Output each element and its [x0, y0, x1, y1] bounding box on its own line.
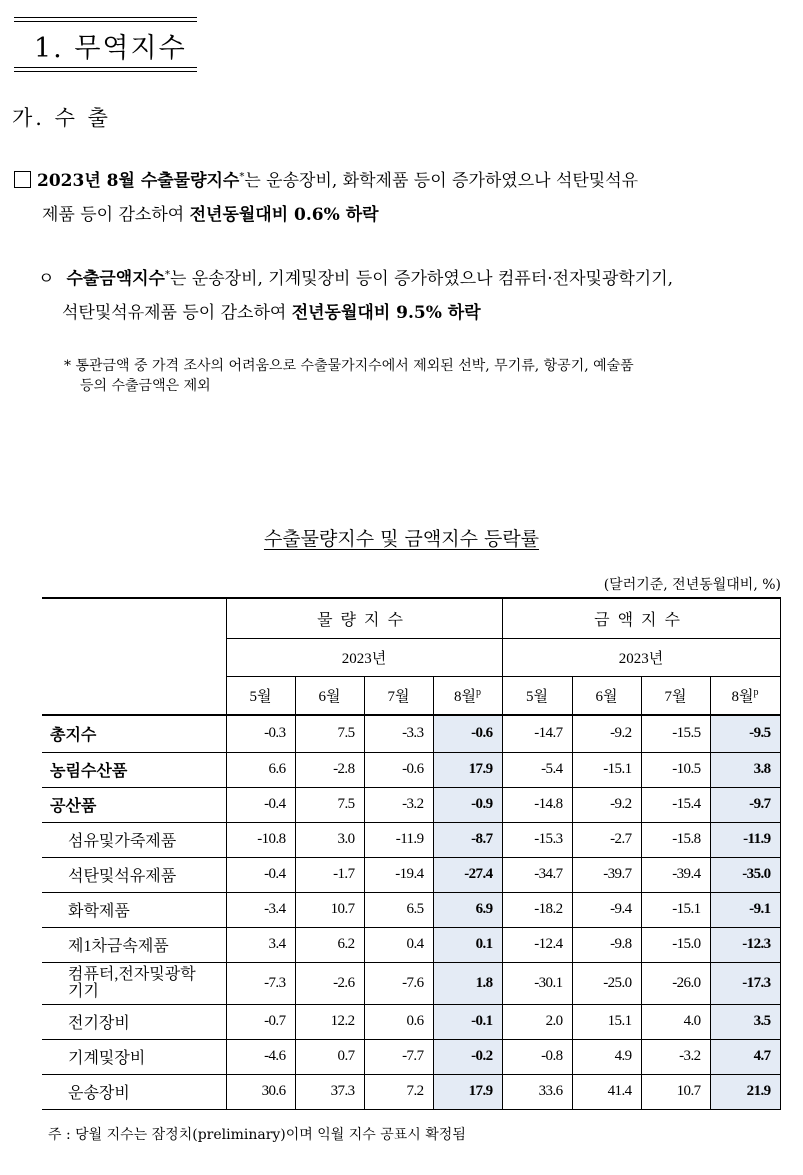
volume-cell: -2.8 — [295, 752, 364, 787]
table-row — [42, 752, 780, 787]
volume-cell: -19.4 — [364, 857, 433, 892]
volume-cell: -0.2 — [433, 1039, 502, 1074]
table-title: 수출물량지수 및 금액지수 등락률 — [263, 528, 540, 550]
note-line-1: * 통관금액 중 가격 조사의 어려움으로 수출물가지수에서 제외된 선박, 무기류, 항공기, 예술품 — [64, 358, 634, 374]
p1-sup: * — [239, 171, 245, 183]
section-title: 1. 무역지수 — [34, 33, 187, 64]
table-row — [42, 857, 780, 892]
bullet-icon: ㅇ — [38, 269, 55, 289]
header-month: 5월 — [226, 676, 295, 715]
p2-text-1: 는 운송장비, 기계및장비 등이 증가하였으나 컴퓨터·전자및광학기기, — [169, 269, 674, 289]
row-label: 기계및장비 — [42, 1039, 226, 1074]
paragraph-2-line-2 — [62, 296, 481, 330]
value-cell: -9.2 — [572, 715, 641, 752]
section-rule-top-2 — [14, 21, 197, 22]
value-cell: -9.1 — [710, 892, 780, 927]
value-cell: -9.2 — [572, 787, 641, 822]
p2-sup: * — [164, 269, 170, 281]
header-category-cell — [42, 598, 226, 715]
value-cell: -25.0 — [572, 962, 641, 1004]
row-label: 운송장비 — [42, 1074, 226, 1109]
volume-cell: 10.7 — [295, 892, 364, 927]
table-row — [42, 822, 780, 857]
paragraph-1-line-1 — [14, 164, 638, 198]
value-cell: -15.8 — [641, 822, 710, 857]
table-row — [42, 715, 780, 752]
volume-cell: -0.9 — [433, 787, 502, 822]
header-volume: 물량지수 — [226, 598, 502, 638]
volume-cell: -0.7 — [226, 1004, 295, 1039]
paragraph-1-line-2 — [42, 198, 379, 232]
volume-cell: -27.4 — [433, 857, 502, 892]
volume-cell: -8.7 — [433, 822, 502, 857]
volume-cell: -4.6 — [226, 1039, 295, 1074]
header-month: 8월$^p$ — [433, 676, 502, 715]
subsection-title: 가. 수 출 — [12, 106, 111, 130]
value-cell: -39.4 — [641, 857, 710, 892]
value-cell: -30.1 — [502, 962, 572, 1004]
value-cell: 10.7 — [641, 1074, 710, 1109]
row-label: 총지수 — [42, 715, 226, 752]
header-value: 금액지수 — [502, 598, 780, 638]
value-cell: 3.8 — [710, 752, 780, 787]
value-cell: -12.3 — [710, 927, 780, 962]
p1-text-1: 는 운송장비, 화학제품 등이 증가하였으나 석탄및석유 — [244, 171, 639, 191]
p1-bold-tail: 전년동월대비 0.6% 하락 — [189, 205, 379, 225]
checkbox-icon — [14, 171, 31, 188]
p2-bold-lead: 수출금액지수 — [66, 269, 165, 289]
volume-cell: 3.0 — [295, 822, 364, 857]
header-year-volume: 2023년 — [226, 638, 502, 676]
volume-cell: 0.4 — [364, 927, 433, 962]
volume-cell: 6.6 — [226, 752, 295, 787]
volume-cell: 30.6 — [226, 1074, 295, 1109]
volume-cell: -10.8 — [226, 822, 295, 857]
table-row — [42, 1074, 780, 1109]
row-label: 전기장비 — [42, 1004, 226, 1039]
value-cell: -3.2 — [641, 1039, 710, 1074]
value-cell: -15.1 — [641, 892, 710, 927]
section-rule-bottom — [14, 67, 197, 68]
volume-cell: 0.1 — [433, 927, 502, 962]
value-cell: -17.3 — [710, 962, 780, 1004]
row-label: 화학제품 — [42, 892, 226, 927]
volume-cell: 17.9 — [433, 1074, 502, 1109]
value-cell: -26.0 — [641, 962, 710, 1004]
p1-text-2: 제품 등이 감소하여 — [42, 205, 190, 225]
value-cell: -18.2 — [502, 892, 572, 927]
volume-cell: 6.5 — [364, 892, 433, 927]
row-label: 컴퓨터,전자및광학 기기 — [42, 962, 226, 1004]
value-cell: -2.7 — [572, 822, 641, 857]
value-cell: 21.9 — [710, 1074, 780, 1109]
header-month: 7월 — [364, 676, 433, 715]
data-table — [42, 597, 781, 1110]
value-cell: 33.6 — [502, 1074, 572, 1109]
value-cell: 4.7 — [710, 1039, 780, 1074]
volume-cell: 6.2 — [295, 927, 364, 962]
value-cell: -9.7 — [710, 787, 780, 822]
value-cell: -39.7 — [572, 857, 641, 892]
table-row — [42, 927, 780, 962]
volume-cell: -7.7 — [364, 1039, 433, 1074]
value-cell: 2.0 — [502, 1004, 572, 1039]
volume-cell: -0.3 — [226, 715, 295, 752]
p2-text-2: 석탄및석유제품 등이 감소하여 — [62, 303, 292, 323]
value-cell: -15.1 — [572, 752, 641, 787]
table-unit: (달러기준, 전년동월대비, %) — [603, 577, 781, 593]
value-cell: -12.4 — [502, 927, 572, 962]
value-cell: 4.0 — [641, 1004, 710, 1039]
value-cell: -34.7 — [502, 857, 572, 892]
value-cell: -15.3 — [502, 822, 572, 857]
value-cell: 15.1 — [572, 1004, 641, 1039]
value-cell: -15.0 — [641, 927, 710, 962]
value-cell: -0.8 — [502, 1039, 572, 1074]
volume-cell: -1.7 — [295, 857, 364, 892]
table-footnote: 주 : 당월 지수는 잠정치(preliminary)이며 익월 지수 공표시 확정됨 — [48, 1127, 466, 1143]
volume-cell: -11.9 — [364, 822, 433, 857]
volume-cell: -0.4 — [226, 857, 295, 892]
value-cell: -15.5 — [641, 715, 710, 752]
value-cell: 3.5 — [710, 1004, 780, 1039]
volume-cell: -3.4 — [226, 892, 295, 927]
volume-cell: -0.4 — [226, 787, 295, 822]
volume-cell: -2.6 — [295, 962, 364, 1004]
row-label: 석탄및석유제품 — [42, 857, 226, 892]
p2-bold-tail: 전년동월대비 9.5% 하락 — [291, 303, 481, 323]
volume-cell: 7.2 — [364, 1074, 433, 1109]
value-cell: -9.4 — [572, 892, 641, 927]
volume-cell: 0.6 — [364, 1004, 433, 1039]
value-cell: -14.7 — [502, 715, 572, 752]
table-row — [42, 892, 780, 927]
value-cell: -15.4 — [641, 787, 710, 822]
value-cell: -5.4 — [502, 752, 572, 787]
volume-cell: 37.3 — [295, 1074, 364, 1109]
table-row — [42, 1039, 780, 1074]
volume-cell: -0.6 — [433, 715, 502, 752]
value-cell: -35.0 — [710, 857, 780, 892]
value-cell: -9.5 — [710, 715, 780, 752]
row-label: 농림수산품 — [42, 752, 226, 787]
volume-cell: -3.2 — [364, 787, 433, 822]
section-rule-top — [14, 17, 197, 18]
volume-cell: 6.9 — [433, 892, 502, 927]
value-cell: -11.9 — [710, 822, 780, 857]
volume-cell: 3.4 — [226, 927, 295, 962]
volume-cell: -0.6 — [364, 752, 433, 787]
row-label: 공산품 — [42, 787, 226, 822]
volume-cell: 0.7 — [295, 1039, 364, 1074]
value-cell: 4.9 — [572, 1039, 641, 1074]
row-label: 섬유및가죽제품 — [42, 822, 226, 857]
table-row — [42, 787, 780, 822]
volume-cell: 7.5 — [295, 715, 364, 752]
header-month: 7월 — [641, 676, 710, 715]
volume-cell: 7.5 — [295, 787, 364, 822]
table-row — [42, 962, 780, 1004]
volume-cell: 1.8 — [433, 962, 502, 1004]
value-cell: 41.4 — [572, 1074, 641, 1109]
p1-bold-lead: 2023년 8월 수출물량지수 — [37, 171, 240, 191]
table-row — [42, 1004, 780, 1039]
header-month: 6월 — [572, 676, 641, 715]
volume-cell: -7.6 — [364, 962, 433, 1004]
volume-cell: 17.9 — [433, 752, 502, 787]
volume-cell: -7.3 — [226, 962, 295, 1004]
note-line-2: 등의 수출금액은 제외 — [80, 378, 211, 394]
row-label: 제1차금속제품 — [42, 927, 226, 962]
header-month: 5월 — [502, 676, 572, 715]
value-cell: -10.5 — [641, 752, 710, 787]
volume-cell: -3.3 — [364, 715, 433, 752]
section-rule-bottom-2 — [14, 71, 197, 72]
header-year-value: 2023년 — [502, 638, 780, 676]
volume-cell: -0.1 — [433, 1004, 502, 1039]
value-cell: -14.8 — [502, 787, 572, 822]
paragraph-2-line-1 — [38, 262, 673, 296]
value-cell: -9.8 — [572, 927, 641, 962]
header-month: 6월 — [295, 676, 364, 715]
header-month: 8월$^p$ — [710, 676, 780, 715]
volume-cell: 12.2 — [295, 1004, 364, 1039]
